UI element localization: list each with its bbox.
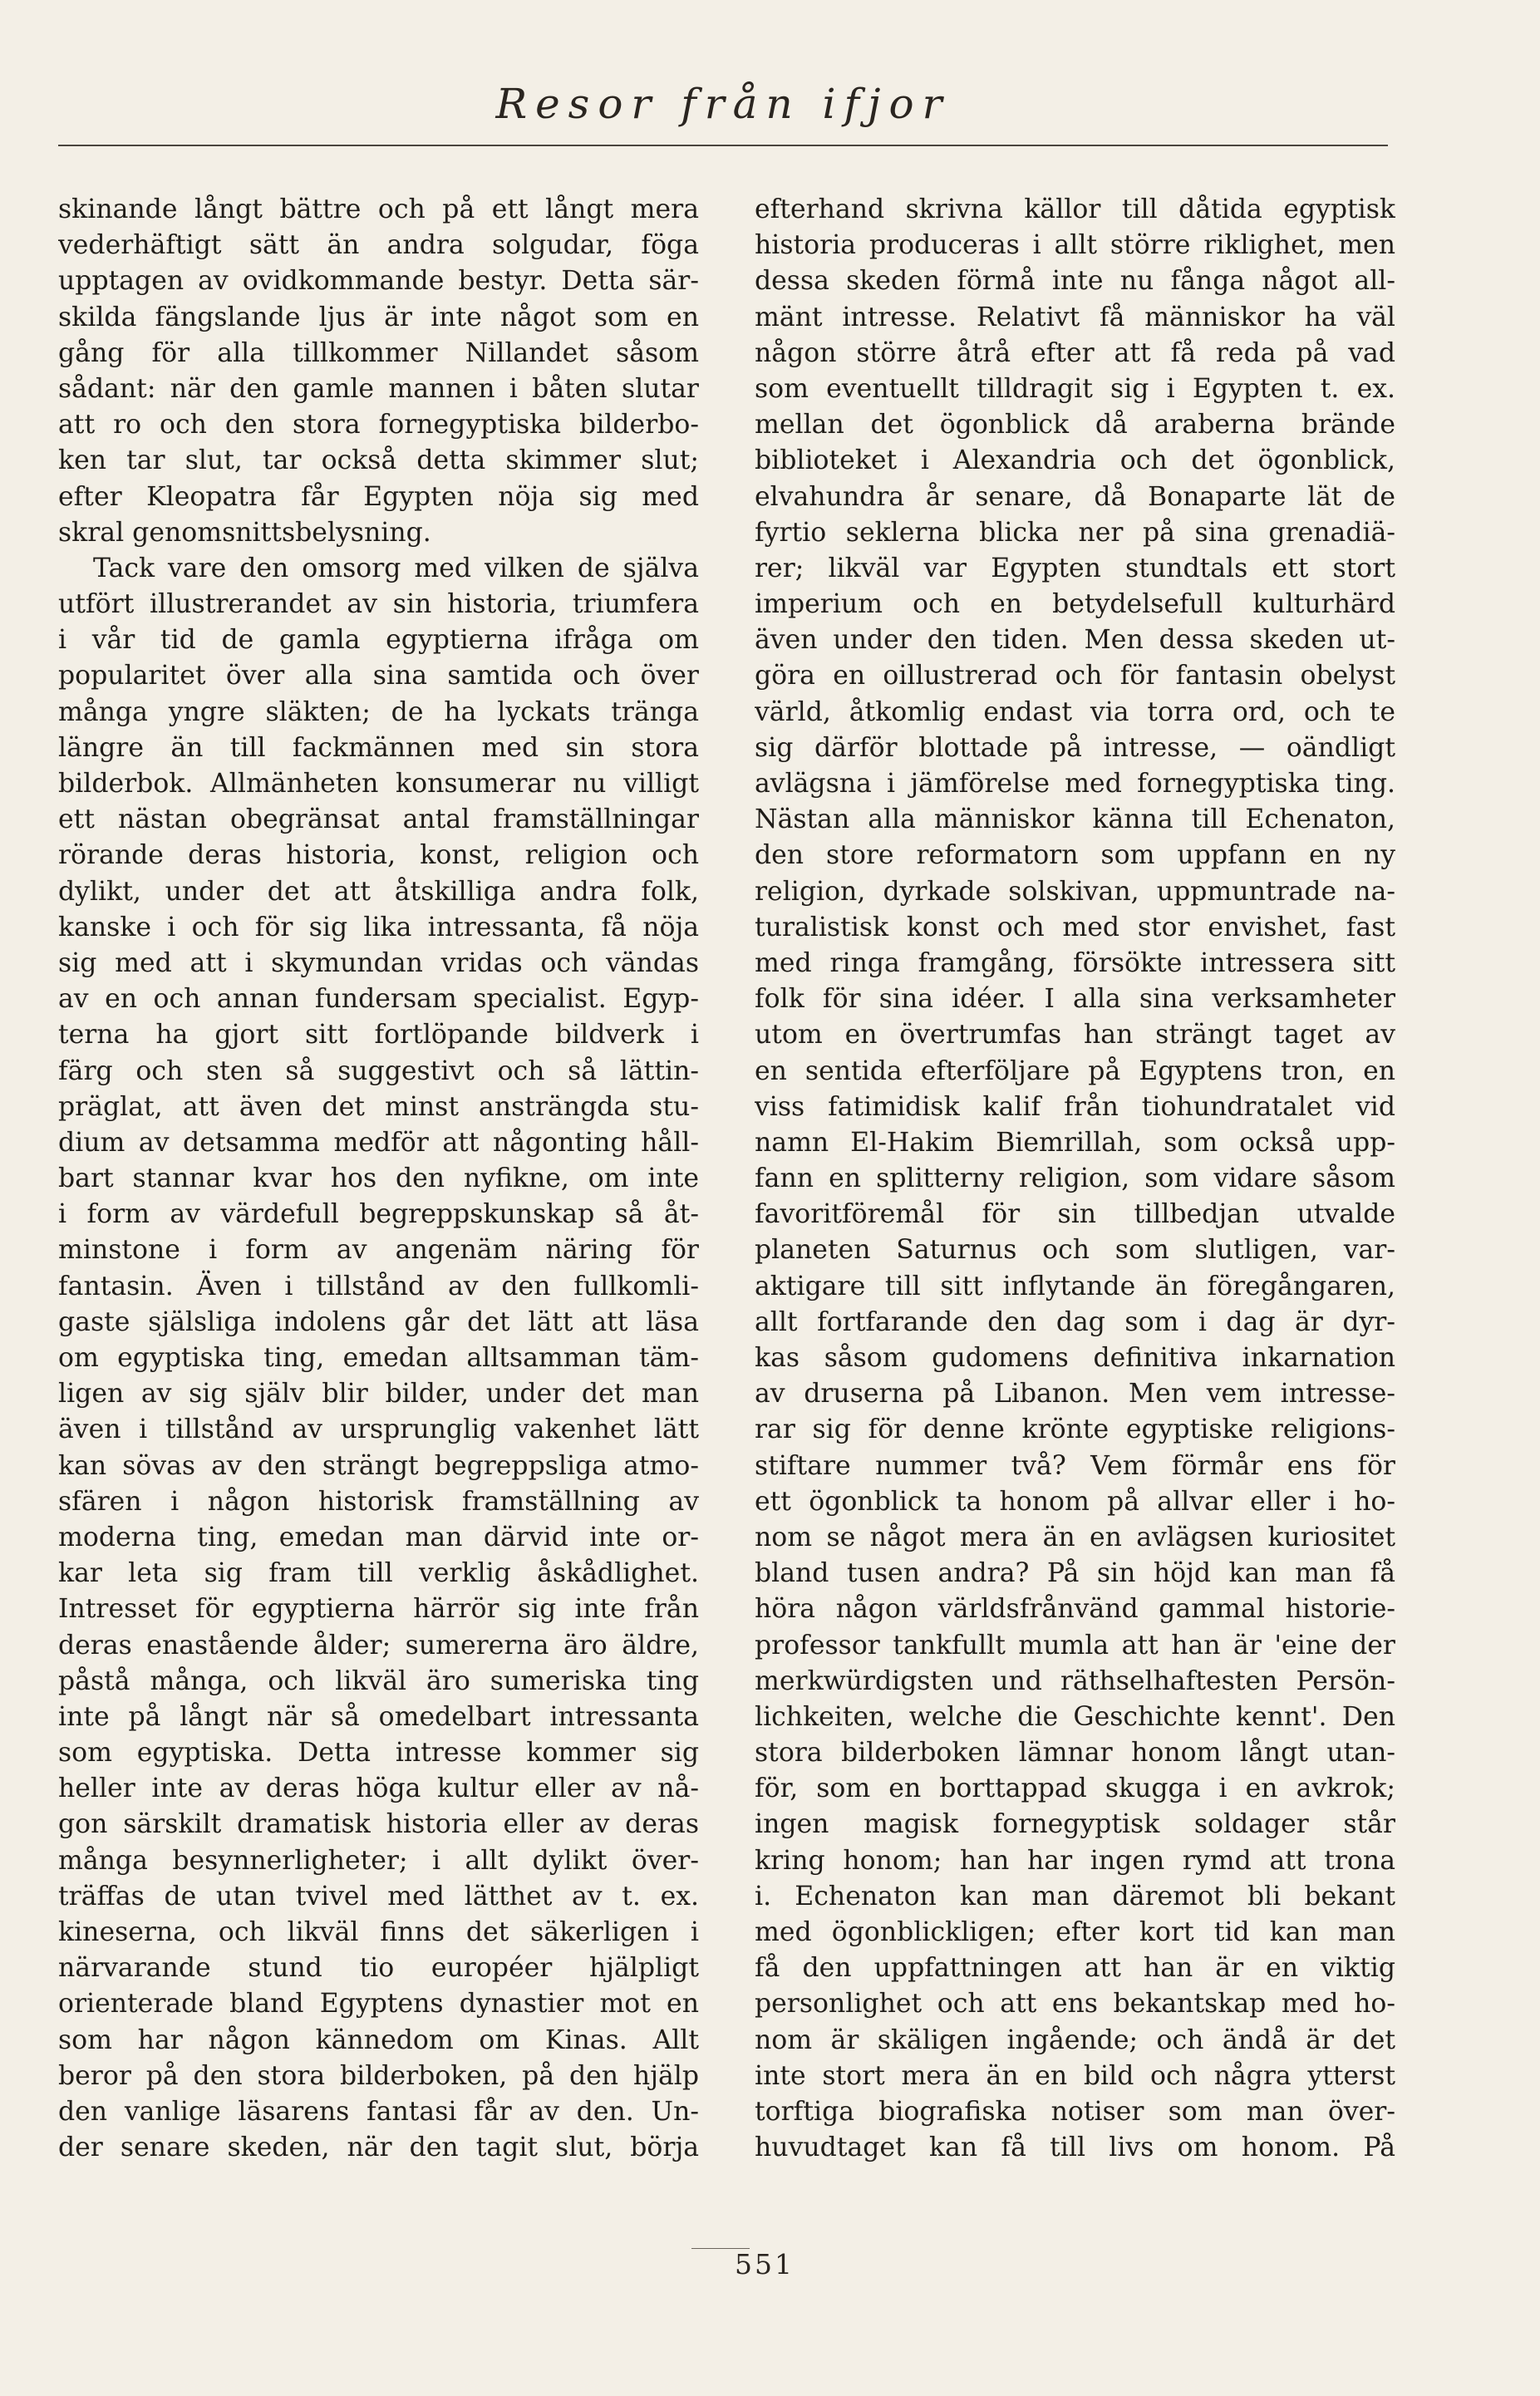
page-number: 551 (735, 2248, 795, 2280)
text-line: för, som en borttappad skugga i en avkrok; (755, 1774, 1395, 1804)
text-line: kan sövas av den strängt begreppsliga atmo- (58, 1450, 699, 1481)
text-line: gaste själsliga indolens går det lätt att läsa (58, 1306, 699, 1337)
text-line: med ögonblickligen; efter kort tid kan man (755, 1917, 1395, 1947)
text-line: gång för alla tillkommer Nillandet såsom (58, 337, 699, 368)
text-line: många besynnerligheter; i allt dylikt över- (58, 1845, 699, 1876)
left-text-column (58, 192, 699, 2228)
text-line: en sentida efterföljare på Egyptens tron, en (755, 1055, 1395, 1086)
text-line: få den uppfattningen att han är en viktig (755, 1953, 1395, 1984)
running-title: Resor från ifjor (495, 80, 951, 128)
text-line: även under den tiden. Men dessa skeden ut- (755, 625, 1395, 656)
text-line: ligen av sig själv blir bilder, under det man (58, 1379, 699, 1410)
text-line: träffas de utan tvivel med lätthet av t. ex. (58, 1881, 699, 1911)
text-line: personlighet och att ens bekantskap med ho- (755, 1989, 1395, 2020)
text-line: bilderbok. Allmänheten konsumerar nu villigt (58, 769, 699, 799)
text-line: skral genomsnittsbelysning. (58, 517, 431, 548)
text-line: Intresset för egyptierna härrör sig inte från (58, 1594, 699, 1625)
text-line: utfört illustrerandet av sin historia, triumfera (58, 589, 699, 620)
running-head (58, 80, 1388, 146)
text-line: göra en oillustrerad och för fantasin obelyst (755, 661, 1395, 691)
text-line: allt fortfarande den dag som i dag är dyr- (755, 1306, 1395, 1337)
text-line: folk för sina idéer. I alla sina verksamheter (755, 984, 1395, 1015)
text-line: bland tusen andra? På sin höjd kan man få (755, 1558, 1395, 1589)
text-line: historia produceras i allt större riklighet, men (755, 230, 1395, 261)
text-line: upptagen av ovidkommande bestyr. Detta sär- (58, 266, 699, 297)
text-line: som egyptiska. Detta intresse kommer sig (58, 1738, 699, 1769)
text-line: heller inte av deras höga kultur eller av nå- (58, 1774, 699, 1804)
text-line: minstone i form av angenäm näring för (58, 1235, 699, 1266)
text-line: gon särskilt dramatisk historia eller av deras (58, 1809, 699, 1840)
text-line: aktigare till sitt inflytande än föregångaren, (755, 1271, 1395, 1301)
text-line: vederhäftigt sätt än andra solgudar, föga (58, 230, 699, 261)
text-line: av druserna på Libanon. Men vem intresse- (755, 1379, 1395, 1410)
text-line: elvahundra år senare, då Bonaparte lät de (755, 481, 1395, 512)
text-line: beror på den stora bilderboken, på den hjälp (58, 2060, 699, 2091)
text-line: värld, åtkomlig endast via torra ord, och te (755, 696, 1395, 727)
text-line: sådant: när den gamle mannen i båten slutar (58, 373, 699, 404)
text-line: skilda fängslande ljus är inte något som en (58, 302, 699, 332)
text-line: viss fatimidisk kalif från tiohundratalet vid (755, 1091, 1395, 1122)
text-line: fyrtio seklerna blicka ner på sina grenadiä- (755, 517, 1395, 548)
text-line: kineserna, och likväl finns det säkerligen i (58, 1917, 699, 1947)
text-line: ken tar slut, tar också detta skimmer slut; (58, 445, 699, 476)
text-line: imperium och en betydelsefull kulturhärd (755, 589, 1395, 620)
text-line: efter Kleopatra får Egypten nöja sig med (58, 481, 699, 512)
text-line: turalistisk konst och med stor envishet, fast (755, 912, 1395, 942)
text-line: den vanlige läsarens fantasi får av den. Un- (58, 2096, 699, 2127)
text-line: Tack vare den omsorg med vilken de själva (93, 553, 699, 583)
text-line: sfären i någon historisk framställning av (58, 1486, 699, 1517)
text-line: kanske i och för sig lika intressanta, få nöja (58, 912, 699, 942)
text-line: biblioteket i Alexandria och det ögonblick, (755, 445, 1395, 476)
text-line: nom är skäligen ingående; och ändå är det (755, 2025, 1395, 2055)
text-line: i. Echenaton kan man däremot bli bekant (755, 1881, 1395, 1911)
text-line: av en och annan fundersam specialist. Egyp- (58, 984, 699, 1015)
text-line: skinande långt bättre och på ett långt mera (58, 194, 699, 224)
text-line: präglat, att även det minst ansträngda stu- (58, 1091, 699, 1122)
text-line: huvudtaget kan få till livs om honom. På (755, 2133, 1395, 2163)
text-line: dium av detsamma medför att någonting håll- (58, 1127, 699, 1158)
text-line: närvarande stund tio européer hjälpligt (58, 1953, 699, 1984)
text-line: ett ögonblick ta honom på allvar eller i ho- (755, 1486, 1395, 1517)
text-line: nom se något mera än en avlägsen kuriositet (755, 1522, 1395, 1552)
text-line: favoritföremål för sin tillbedjan utvalde (755, 1199, 1395, 1230)
text-line: i form av värdefull begreppskunskap så åt- (58, 1199, 699, 1230)
text-line: terna ha gjort sitt fortlöpande bildverk i (58, 1020, 699, 1050)
text-line: professor tankfullt mumla att han är 'eine der (755, 1630, 1395, 1660)
text-line: moderna ting, emedan man därvid inte or- (58, 1522, 699, 1552)
text-line: avlägsna i jämförelse med fornegyptiska ting. (755, 769, 1395, 799)
text-line: popularitet över alla sina samtida och över (58, 661, 699, 691)
text-line: mellan det ögonblick då araberna brände (755, 410, 1395, 440)
text-line: namn El-Hakim Biemrillah, som också upp- (755, 1127, 1395, 1158)
header-rule (58, 145, 1388, 146)
text-line: utom en övertrumfas han strängt taget av (755, 1020, 1395, 1050)
text-line: planeten Saturnus och som slutligen, var- (755, 1235, 1395, 1266)
text-line: stiftare nummer två? Vem förmår ens för (755, 1450, 1395, 1481)
text-line: den store reformatorn som uppfann en ny (755, 840, 1395, 871)
text-line: med ringa framgång, försökte intressera sitt (755, 947, 1395, 978)
text-line: inte på långt när så omedelbart intressanta (58, 1701, 699, 1732)
text-line: bart stannar kvar hos den nyfikne, om inte (58, 1164, 699, 1194)
text-line: fann en splitterny religion, som vidare såsom (755, 1164, 1395, 1194)
text-line: påstå många, och likväl äro sumeriska ting (58, 1665, 699, 1696)
text-line: sig därför blottade på intresse, — oändligt (755, 732, 1395, 763)
text-line: stora bilderboken lämnar honom långt utan- (755, 1738, 1395, 1769)
text-line: längre än till fackmännen med sin stora (58, 732, 699, 763)
text-line: många yngre släkten; de ha lyckats tränga (58, 696, 699, 727)
text-line: lichkeiten, welche die Geschichte kennt'. Den (755, 1701, 1395, 1732)
text-line: mänt intresse. Relativt få människor ha väl (755, 302, 1395, 332)
text-line: sig med att i skymundan vridas och vändas (58, 947, 699, 978)
text-line: att ro och den stora fornegyptiska bilderbo- (58, 410, 699, 440)
text-line: färg och sten så suggestivt och så lättin- (58, 1055, 699, 1086)
text-line: der senare skeden, när den tagit slut, börja (58, 2133, 699, 2163)
text-line: någon större åtrå efter att få reda på vad (755, 337, 1395, 368)
text-line: efterhand skrivna källor till dåtida egyptisk (755, 194, 1395, 224)
text-line: torftiga biografiska notiser som man över- (755, 2096, 1395, 2127)
text-line: religion, dyrkade solskivan, uppmuntrade na- (755, 876, 1395, 907)
text-line: inte stort mera än en bild och några ytterst (755, 2060, 1395, 2091)
text-line: merkwürdigsten und räthselhaftesten Persön- (755, 1665, 1395, 1696)
right-text-column (755, 192, 1395, 2228)
text-line: som har någon kännedom om Kinas. Allt (58, 2025, 699, 2055)
text-line: deras enastående ålder; sumererna äro äldre, (58, 1630, 699, 1660)
text-line: rörande deras historia, konst, religion och (58, 840, 699, 871)
text-line: kas såsom gudomens definitiva inkarnation (755, 1343, 1395, 1373)
text-line: kring honom; han har ingen rymd att trona (755, 1845, 1395, 1876)
text-line: fantasin. Även i tillstånd av den fullkomli- (58, 1271, 699, 1301)
text-line: Nästan alla människor känna till Echenaton, (755, 804, 1395, 835)
text-line: som eventuellt tilldragit sig i Egypten t. ex. (755, 373, 1395, 404)
text-line: dessa skeden förmå inte nu fånga något all- (755, 266, 1395, 297)
text-line: i vår tid de gamla egyptierna ifråga om (58, 625, 699, 656)
text-line: dylikt, under det att åtskilliga andra folk, (58, 876, 699, 907)
text-line: även i tillstånd av ursprunglig vakenhet lätt (58, 1414, 699, 1445)
text-line: om egyptiska ting, emedan alltsamman täm- (58, 1343, 699, 1373)
text-line: rar sig för denne krönte egyptiske religions- (755, 1414, 1395, 1445)
text-line: ett nästan obegränsat antal framställningar (58, 804, 699, 835)
text-line: kar leta sig fram till verklig åskådlighet. (58, 1558, 699, 1589)
text-line: orienterade bland Egyptens dynastier mot en (58, 1989, 699, 2020)
text-line: höra någon världsfrånvänd gammal historie- (755, 1594, 1395, 1625)
text-line: rer; likväl var Egypten stundtals ett stort (755, 553, 1395, 583)
text-line: ingen magisk fornegyptisk soldager står (755, 1809, 1395, 1840)
